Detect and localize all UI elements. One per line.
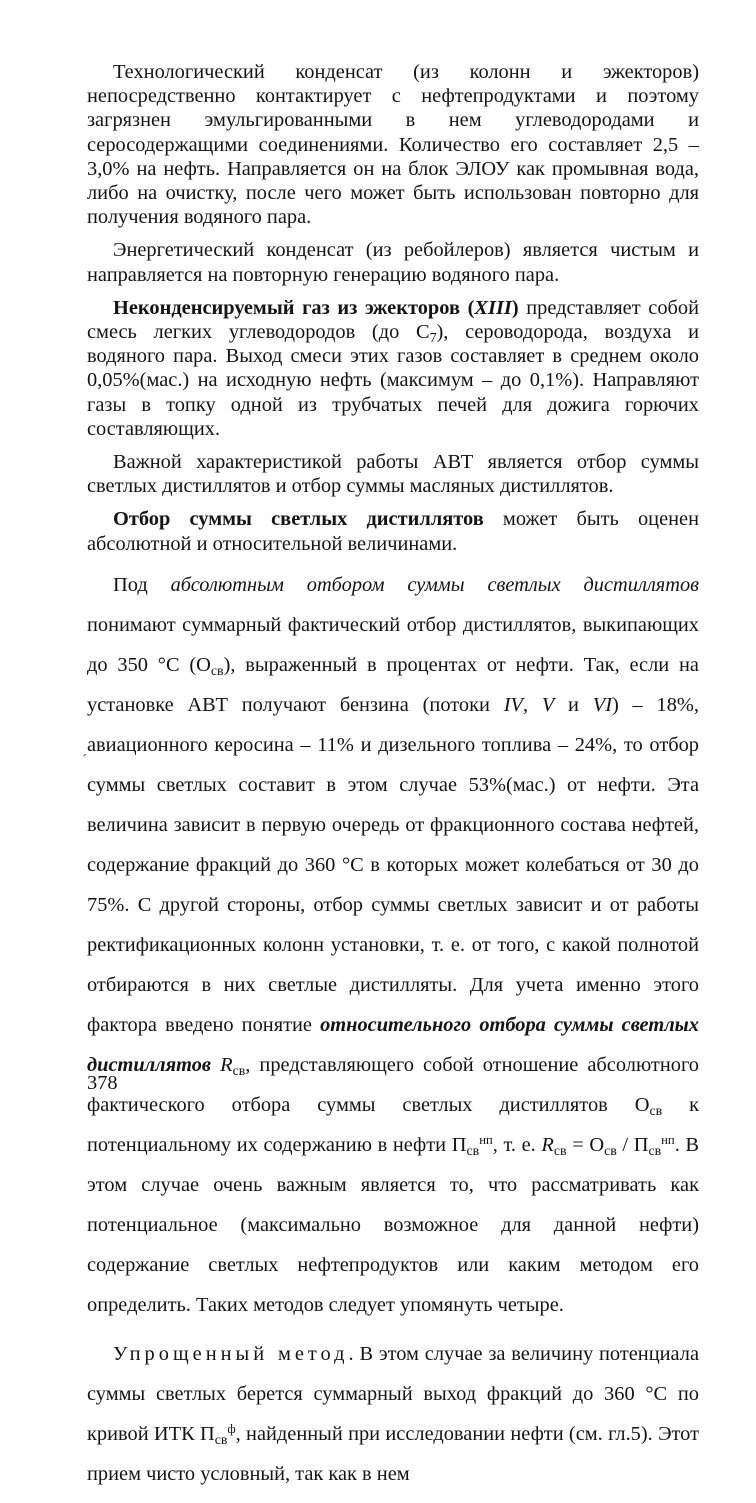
stream-number: IV [503,693,523,716]
superscript: ф [227,1421,236,1436]
term-noncondensable-gas: Неконденсируемый газ из эжекторов [113,296,460,319]
subscript: св [210,663,224,679]
symbol-r: R [220,1053,233,1076]
paragraph-avt-characteristic: Важной характеристикой работы АВТ является отбор суммы светлых дистиллятов и отбор суммы масляных дистиллятов. [87,451,699,498]
term-relative-yield: относительного отбора суммы светлых дистиллятов [87,1013,700,1076]
text-span: , т. е. [492,1133,542,1156]
page-body [87,60,699,1503]
stream-number: VI [592,693,612,716]
subscript: 7 [429,330,437,346]
subscript: св [648,1143,662,1159]
text-span: , [522,693,542,716]
text-span: ), выраженный в процентах от нефти. Так, если на установке АВТ получают бензина (потоки [87,653,699,716]
subscript: св [604,1143,617,1159]
paragraph-simplified-method [87,1334,699,1494]
term-simplified-method: Упрощенный метод [113,1342,349,1365]
subscript: св [649,1103,663,1119]
paren: ) [511,296,519,319]
stream-number: V [541,693,555,716]
paragraph-absolute-relative-yield [87,565,699,1325]
term-light-distillates: Отбор суммы светлых дистиллятов [113,508,484,531]
subscript: св [466,1143,480,1159]
paren: ( [459,296,475,319]
text-span: , найденный при исследовании нефти (см. гл.5). Этот прием чисто условный, так как в нем [87,1422,700,1485]
text-span: понимают суммарный фактический отбор дистиллятов, выкипающих до 350 °С (О [87,613,699,676]
text-span: . В этом случае очень важным является то, что рассматривать как потенциальное (максимально возможное для данной нефти) содержание светлых нефтепродуктов или каким методом его определить. Таких методов следует упомянуть четыре. [87,1133,700,1316]
text-span: ) – 18%, авиационного керосина – 11% и дизельного топлива – 24%, то отбор суммы светлых составит в этом случае 53%(мас.) от нефти. Эта величина зависит в первую очередь от фракционного состава нефтей, содержание фракций до 360 °С в которых может колебаться от 30 до 75%. С другой стороны, отбор суммы светлых зависит и от работы ректификационных колонн установки, т. е. от того, с какой полнотой отбираются в них светлые дистилляты. Для учета именно этого фактора введено понятие [87,693,700,1036]
text-span: = О [566,1133,605,1156]
paragraph-noncondensable-gas [87,296,699,441]
subscript: св [214,1432,228,1448]
stream-number: XIII [474,296,512,319]
paragraph-energy-condensate: Энергетический конденсат (из ребойлеров) является чистым и направляется на повторную генерацию водяного пара. [87,239,699,286]
term-absolute-yield: абсолютным отбором суммы светлых дистиллятов [170,573,699,596]
text-span: , представляющего собой отношение абсолютного фактического отбора суммы светлых дистиллятов О [87,1053,699,1116]
paragraph-light-distillates [87,507,699,555]
text-span: и [554,693,593,716]
text-span: может быть оценен абсолютной и относительной величинами. [87,508,699,555]
superscript: нп [479,1132,493,1147]
symbol-r: R [541,1133,554,1156]
margin-mark: ´ [82,752,88,769]
paragraph-technological-condensate: Технологический конденсат (из колонн и эжекторов) непосредственно контактирует с нефтепродуктами и поэтому загрязнен эмульгированными в нем углеводородами и серосодержащими соединениями. Количество его составляет 2,5 – 3,0% на нефть. Направляется он на блок ЭЛОУ как промывная вода, либо на очистку, после чего может быть использован повторно для получения водяного пара. [87,61,699,229]
text-span: к потенциальному их содержанию в нефти П [87,1093,699,1156]
text-span: представляет собой смесь легких углеводородов (до С [87,296,700,344]
subscript: св [553,1143,567,1159]
text-span: ), сероводорода, воздуха и водяного пара. Выход смеси этих газов составляет в среднем около 0,05%(мас.) на исходную нефть (максимум – до 0,1%). Направляют газы в топку одной из трубчатых печей для дожига горючих составляющих. [87,321,699,440]
text-span [211,1054,220,1076]
subscript: св [232,1063,246,1079]
text-span: Под [113,573,171,596]
superscript: нп [661,1132,675,1147]
text-span: . В этом случае за величину потенциала суммы светлых берется суммарный выход фракций до 360 °С по кривой ИТК П [87,1342,699,1445]
page-number: 378 [87,1072,118,1094]
text-span: / П [616,1133,649,1156]
